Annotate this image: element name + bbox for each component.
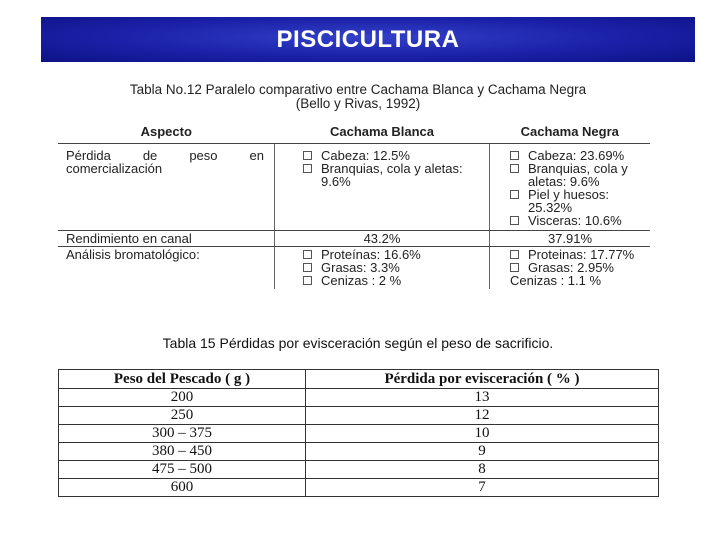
aspect-word: de [142,148,158,163]
table-cell: 7 [306,479,659,497]
page-title: PISCICULTURA [276,25,460,53]
title-banner [41,17,695,62]
table-cell: 475 – 500 [59,461,306,479]
table-cell [58,144,275,231]
table12-header-negra: Cachama Negra [490,124,651,144]
table-cell: 37.91% [490,231,651,247]
checkbox-bullet-icon [510,216,519,225]
checkbox-bullet-icon [303,164,312,173]
table-row [59,479,659,497]
checkbox-bullet-icon [510,250,519,259]
aspect-word: peso [189,148,218,163]
table-cell: 200 [59,389,306,407]
table12-header-blanca: Cachama Blanca [275,124,490,144]
table-row [59,461,659,479]
table-cell: 380 – 450 [59,443,306,461]
list-item: Cenizas : 1.1 % [510,273,602,288]
checkbox-bullet-icon [510,263,519,272]
table15-caption: Tabla 15 Pérdidas por evisceración según el peso de sacrificio. [162,335,554,351]
checkbox-bullet-icon [303,151,312,160]
table-cell: 13 [306,389,659,407]
table15-header-loss: Pérdida por evisceración ( % ) [306,370,659,389]
aspect-word: Pérdida [66,148,111,163]
list-item: Proteínas: 16.6% [303,248,489,261]
table-row [59,407,659,425]
table-cell: 43.2% [275,231,490,247]
checkbox-bullet-icon [303,276,312,285]
table12-header-aspect: Aspecto [58,124,275,144]
list-item: Branquias, cola y aletas: 9.6% [510,162,650,188]
list-item: Cabeza: 12.5% [303,149,489,162]
table-cell: 300 – 375 [59,425,306,443]
table-cell [275,247,490,290]
checkbox-bullet-icon [303,250,312,259]
list-item: Branquias, cola y aletas: 9.6% [303,162,489,188]
table-cell: 12 [306,407,659,425]
table-row [58,247,650,290]
checkbox-bullet-icon [303,263,312,272]
evisceration-table [58,369,659,497]
list-item: Visceras: 10.6% [510,214,650,227]
comparison-table [58,124,650,289]
table-cell: 600 [59,479,306,497]
checkbox-bullet-icon [510,190,519,199]
table-cell [275,144,490,231]
list-item: Proteinas: 17.77% [510,248,650,261]
table-cell: Rendimiento en canal [58,231,275,247]
table-cell: 10 [306,425,659,443]
list-item: Grasas: 3.3% [303,261,489,274]
aspect-word: en [249,148,264,163]
table12-caption-line2: (Bello y Rivas, 1992) [295,96,421,111]
table12-caption [58,83,658,111]
aspect-line2: comercialización [66,161,163,176]
table-cell [490,247,651,290]
list-item: Cenizas : 2 % [303,274,489,287]
table-row [59,389,659,407]
table-row [58,231,650,247]
table12-caption-line1: Tabla No.12 Paralelo comparativo entre Cachama Blanca y Cachama Negra [129,82,587,97]
checkbox-bullet-icon [510,151,519,160]
list-item: Piel y huesos: 25.32% [510,188,650,214]
table-cell: 250 [59,407,306,425]
table-cell: 8 [306,461,659,479]
table15-header-weight: Peso del Pescado ( g ) [59,370,306,389]
checkbox-bullet-icon [510,164,519,173]
list-item: Grasas: 2.95% [510,261,650,274]
table-row [59,443,659,461]
table-cell [490,144,651,231]
table-row [59,425,659,443]
table-cell: Análisis bromatológico: [66,247,200,262]
table-cell: 9 [306,443,659,461]
list-item: Cabeza: 23.69% [510,149,650,162]
table-row [58,144,650,231]
